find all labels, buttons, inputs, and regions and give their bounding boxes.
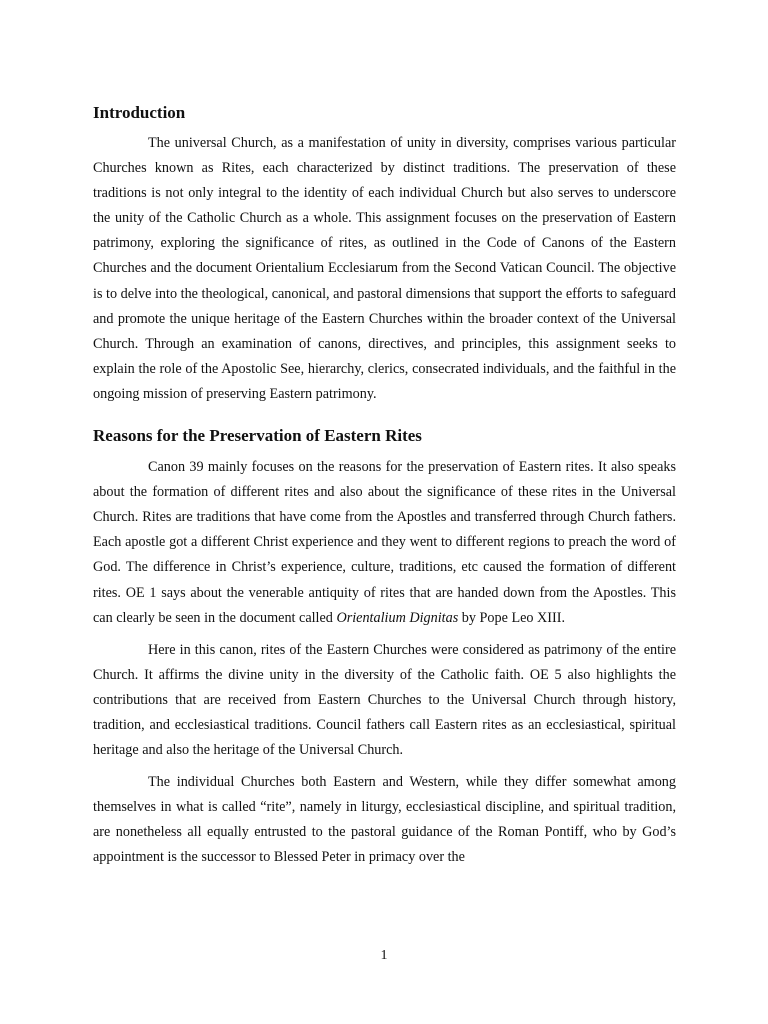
introduction-paragraph: The universal Church, as a manifestation of unity in diversity, comprises various particular Churches known as Rites, each characterized by distinct traditions. The preservation of these traditions is not only integral to the identity of each individual Church but also serves to underscore the unity of the Catholic Church as a whole. This assignment focuses on the preservation of Eastern patrimony, exploring the significance of rites, as outlined in the Code of Canons of the Eastern Churches and the document Orientalium Ecclesiarum from the Second Vatican Council. The objective is to delve into the theological, canonical, and pastoral dimensions that support the efforts to safeguard and promote the unique heritage of the Eastern Churches within the broader context of the Universal Church. Through an examination of canons, directives, and principles, this assignment seeks to explain the role of the Apostolic See, hierarchy, clerics, consecrated individuals, and the faithful in the ongoing mission of preserving Eastern patrimony. [93, 135, 676, 402]
document-page [93, 101, 676, 871]
introduction-heading: Introduction [93, 103, 186, 122]
reasons-paragraph-1-end: by Pope Leo XIII. [461, 609, 566, 626]
reasons-paragraph-2: Here in this canon, rites of the Eastern Churches were considered as patrimony of the entire Church. It affirms the divine unity in the diversity of the Catholic faith. OE 5 also highlights the contributions that are received from Eastern Churches to the Universal Church through history, tradition, and ecclesiastical traditions. Council fathers call Eastern rites as an ecclesiastical, spiritual heritage and also the heritage of the Universal Church. [93, 641, 676, 759]
reasons-paragraph-1-text: Canon 39 mainly focuses on the reasons for the preservation of Eastern rites. It also speaks about the formation of different rites and also about the significance of these rites in the Universal Church. Rites are traditions that have come from the Apostles and transferred through Church fathers. Each apostle got a different Christ experience and they went to different regions to preach the word of God. The difference in Christ’s experience, culture, traditions, etc caused the formation of different rites. OE 1 says about the venerable antiquity of rites that are handed down from the Apostles. This can clearly be seen in the document called [93, 459, 676, 626]
reasons-paragraph-3: The individual Churches both Eastern and Western, while they differ somewhat among themselves in what is called “rite”, namely in liturgy, ecclesiastical discipline, and spiritual tradition, are nonetheless all equally entrusted to the pastoral guidance of the Roman Pontiff, who by God’s appointment is the successor to Blessed Peter in primacy over the [93, 774, 676, 866]
reasons-paragraph-1 [93, 455, 676, 631]
page-number: 1 [380, 948, 388, 963]
orientalium-dignitas-title: Orientalium Dignitas [336, 609, 459, 626]
reasons-heading: Reasons for the Preservation of Eastern Rites [93, 426, 422, 446]
